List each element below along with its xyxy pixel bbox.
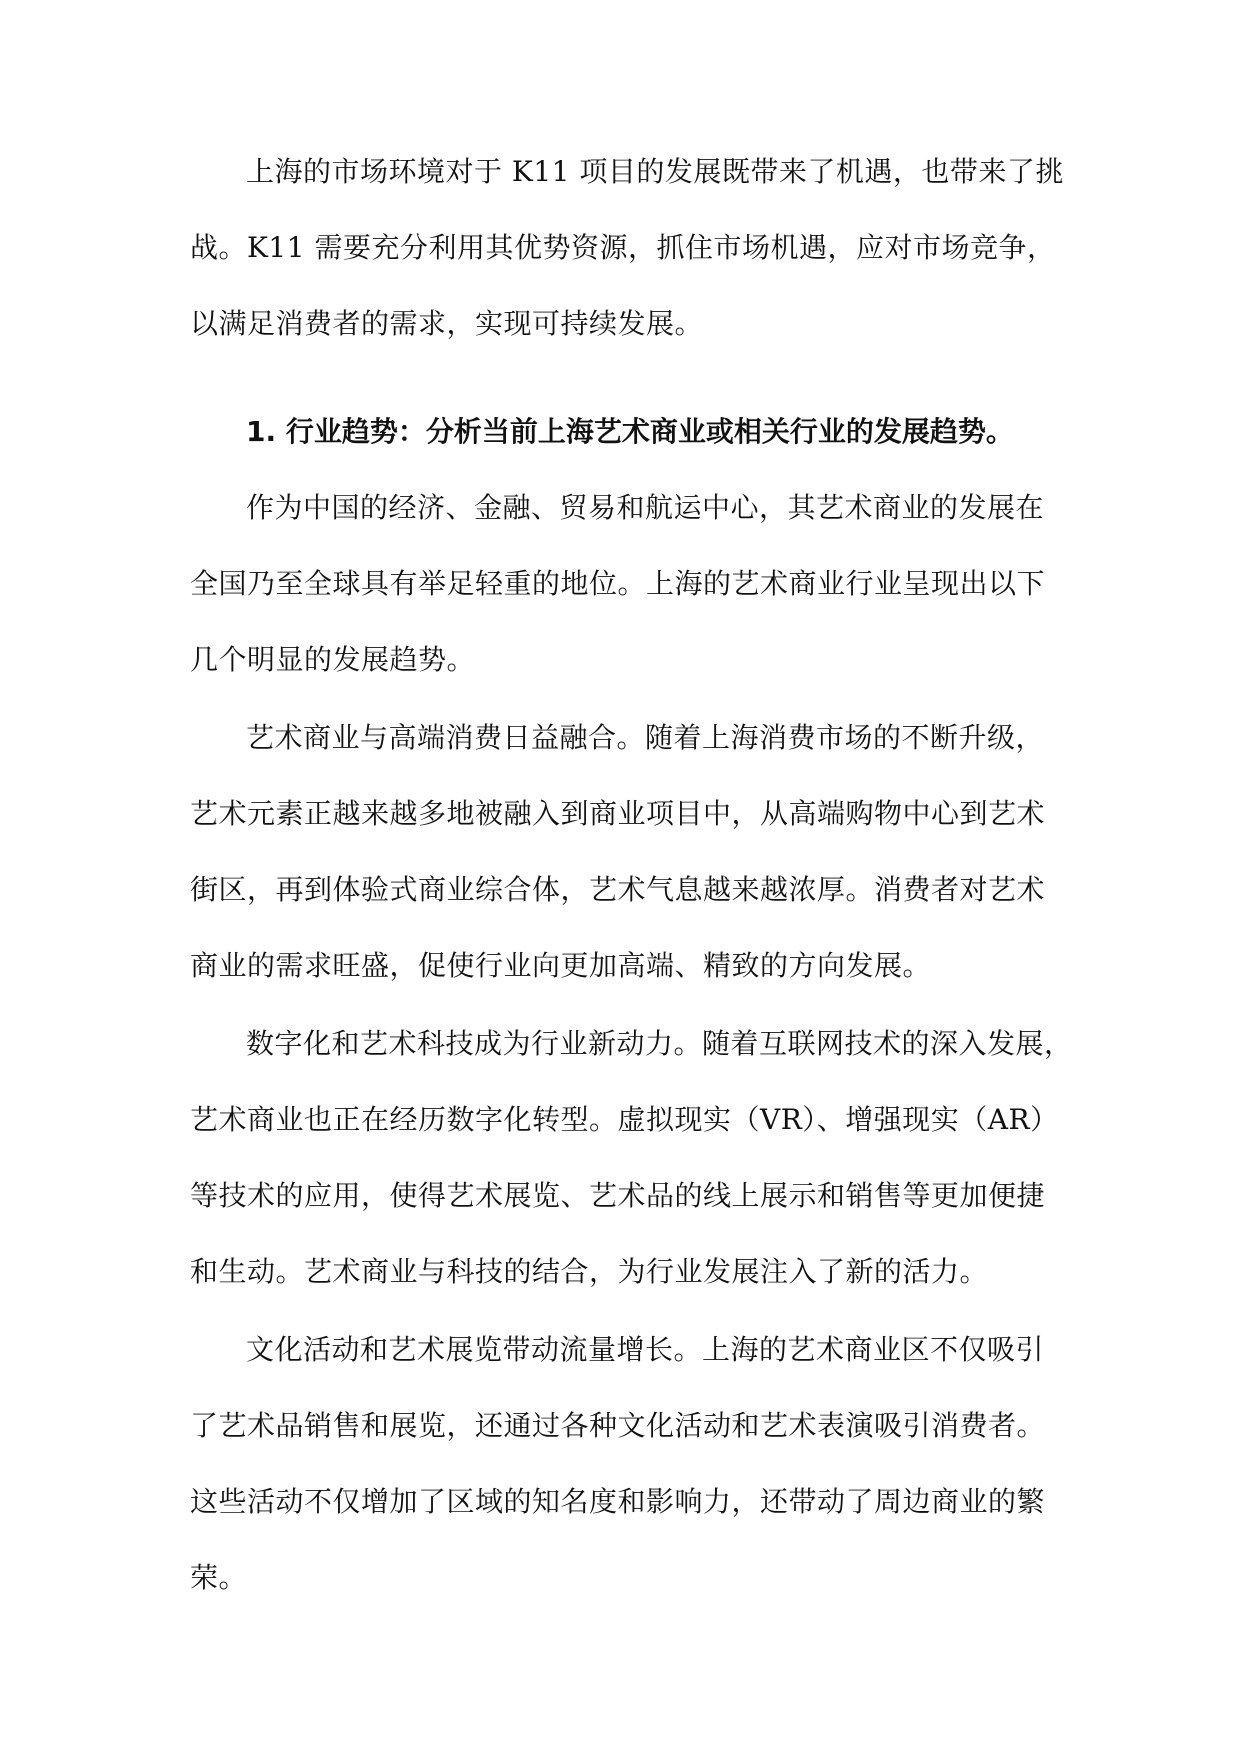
paragraph-line: 商业的需求旺盛，促使行业向更加高端、精致的方向发展。 bbox=[190, 949, 932, 982]
paragraph-line: 以满足消费者的需求，实现可持续发展。 bbox=[190, 307, 704, 340]
paragraph-line: 和生动。艺术商业与科技的结合，为行业发展注入了新的活力。 bbox=[190, 1255, 989, 1288]
paragraph-line: 艺术商业与高端消费日益融合。随着上海消费市场的不断升级， bbox=[246, 721, 1045, 754]
paragraph-line: 全国乃至全球具有举足轻重的地位。上海的艺术商业行业呈现出以下 bbox=[190, 567, 1046, 600]
section-heading: 1. 行业趋势：分析当前上海艺术商业或相关行业的发展趋势。 bbox=[246, 415, 1014, 448]
paragraph-line: 战。K11 需要充分利用其优势资源，抓住市场机遇，应对市场竞争， bbox=[190, 231, 1056, 264]
paragraph-line: 等技术的应用，使得艺术展览、艺术品的线上展示和销售等更加便捷 bbox=[190, 1179, 1046, 1212]
paragraph-line: 几个明显的发展趋势。 bbox=[190, 643, 476, 676]
paragraph-line: 街区，再到体验式商业综合体，艺术气息越来越浓厚。消费者对艺术 bbox=[190, 873, 1046, 906]
paragraph-line: 上海的市场环境对于 K11 项目的发展既带来了机遇，也带来了挑 bbox=[246, 155, 1064, 188]
paragraph-line: 数字化和艺术科技成为行业新动力。随着互联网技术的深入发展， bbox=[246, 1027, 1073, 1060]
paragraph-line: 荣。 bbox=[190, 1561, 248, 1594]
paragraph-line: 艺术商业也正在经历数字化转型。虚拟现实（VR）、增强现实（AR） bbox=[190, 1103, 1059, 1136]
paragraph-line: 文化活动和艺术展览带动流量增长。上海的艺术商业区不仅吸引 bbox=[246, 1333, 1045, 1366]
paragraph-line: 这些活动不仅增加了区域的知名度和影响力，还带动了周边商业的繁 bbox=[190, 1485, 1046, 1518]
paragraph-line: 了艺术品销售和展览，还通过各种文化活动和艺术表演吸引消费者。 bbox=[190, 1409, 1046, 1442]
paragraph-line: 艺术元素正越来越多地被融入到商业项目中，从高端购物中心到艺术 bbox=[190, 797, 1046, 830]
paragraph-line: 作为中国的经济、金融、贸易和航运中心，其艺术商业的发展在 bbox=[246, 491, 1045, 524]
